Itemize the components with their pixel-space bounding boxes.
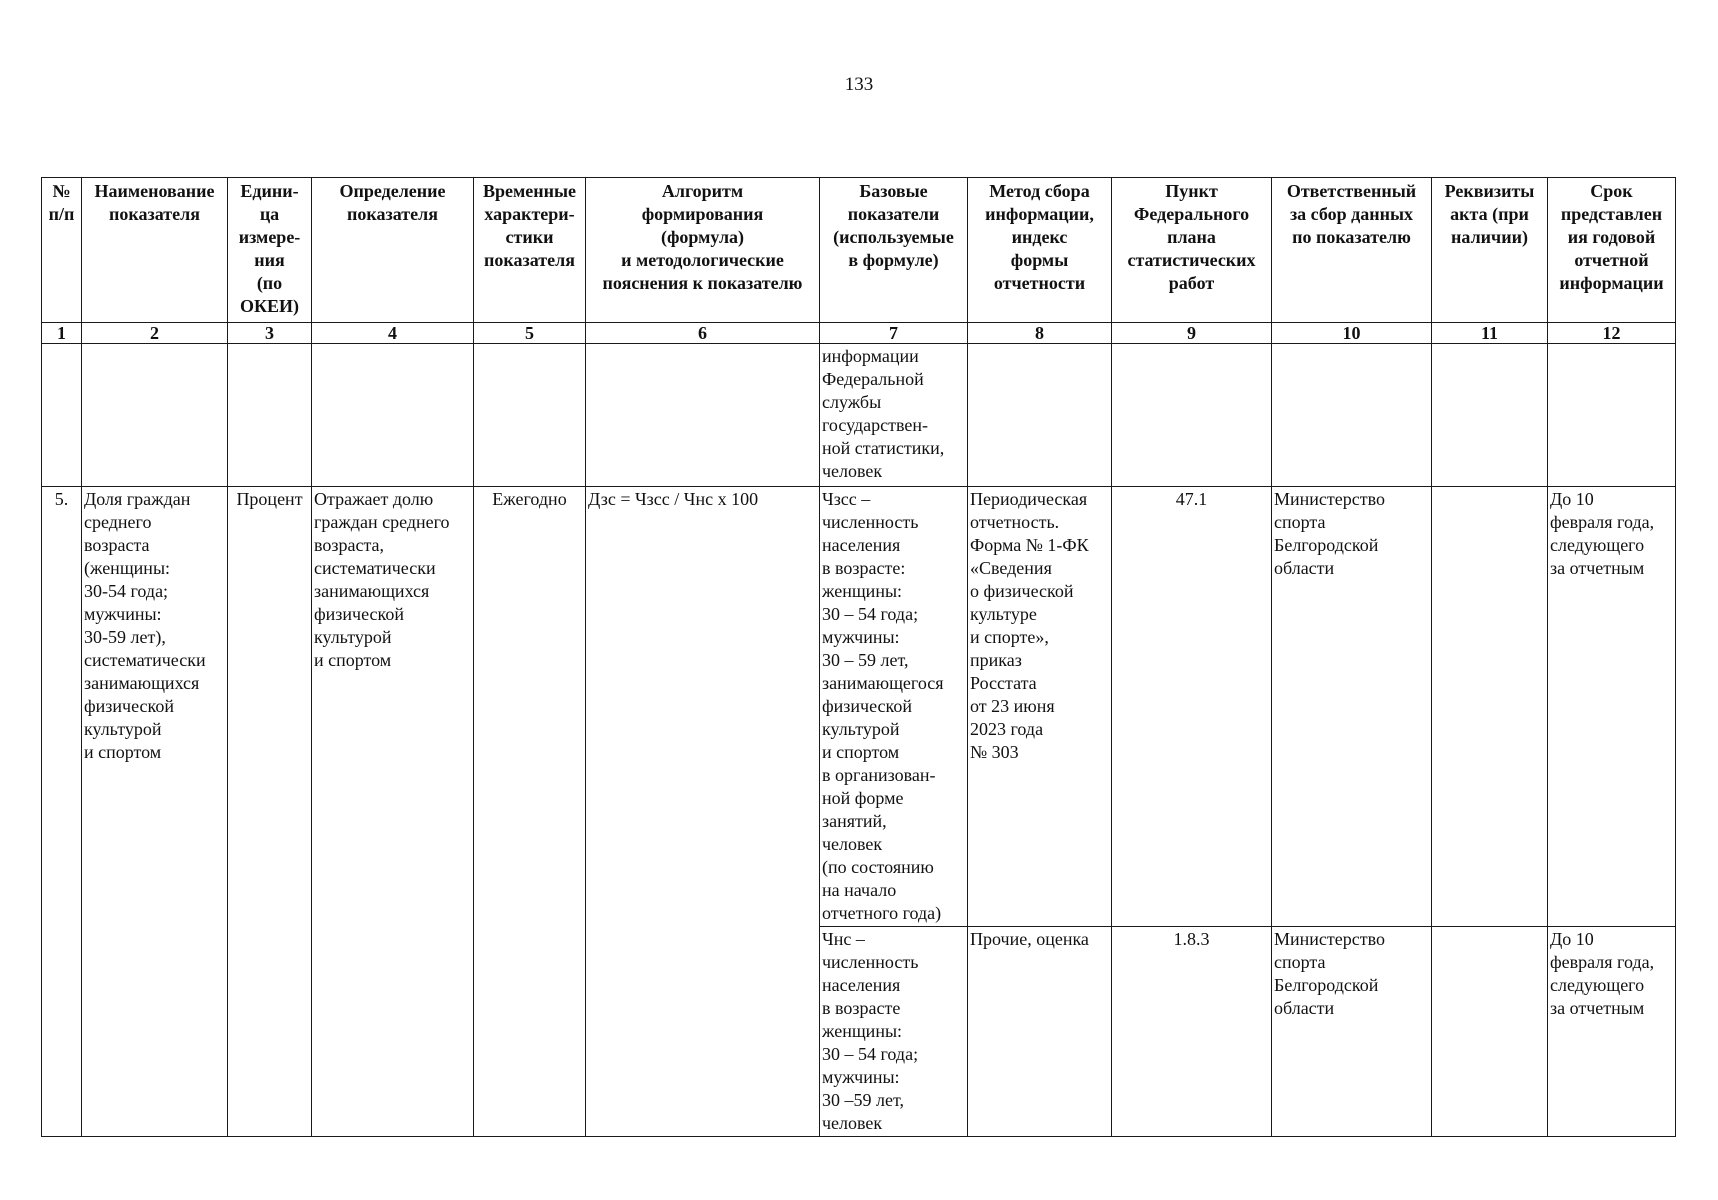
method-cell: Периодическая отчетность. Форма № 1-ФК «Сведения о физической культуре и спорте», приказ Росстата от 23 июня 2023 года № 303	[968, 487, 1112, 927]
table-cell	[42, 344, 82, 487]
table-cell	[1548, 344, 1676, 487]
header-cell-name: Наименование показателя	[82, 178, 228, 323]
table-cell	[312, 344, 474, 487]
responsible-cell: Министерство спорта Белгородской области	[1272, 487, 1432, 927]
table-header-row	[42, 178, 1676, 323]
plan-item-cell: 47.1	[1112, 487, 1272, 927]
column-number: 2	[82, 323, 228, 344]
column-number: 8	[968, 323, 1112, 344]
header-cell-definition: Определение показателя	[312, 178, 474, 323]
header-cell-method: Метод сбора информации, индекс формы отчетности	[968, 178, 1112, 323]
algorithm-cell: Дзс = Чзсс / Чнс х 100	[586, 487, 820, 1137]
indicator-table	[41, 177, 1676, 1137]
table-cell	[1432, 344, 1548, 487]
base-indicators-cell: Чнс – численность населения в возрасте женщины: 30 – 54 года; мужчины: 30 –59 лет, человек	[820, 927, 968, 1137]
header-cell-act-details: Реквизиты акта (при наличии)	[1432, 178, 1548, 323]
column-number: 6	[586, 323, 820, 344]
column-number: 4	[312, 323, 474, 344]
definition-cell: Отражает долю граждан среднего возраста, систематически занимающихся физической культурой и спортом	[312, 487, 474, 1137]
column-number: 5	[474, 323, 586, 344]
unit-cell: Процент	[228, 487, 312, 1137]
column-number: 11	[1432, 323, 1548, 344]
header-cell-num: № п/п	[42, 178, 82, 323]
header-cell-responsible: Ответственный за сбор данных по показателю	[1272, 178, 1432, 323]
plan-item-cell: 1.8.3	[1112, 927, 1272, 1137]
header-cell-time: Временные характери- стики показателя	[474, 178, 586, 323]
table-cell	[586, 344, 820, 487]
header-cell-algorithm: Алгоритм формирования (формула) и методологические пояснения к показателю	[586, 178, 820, 323]
header-cell-base-indicators: Базовые показатели (используемые в формуле)	[820, 178, 968, 323]
table-cell	[1272, 344, 1432, 487]
table-cell	[968, 344, 1112, 487]
column-number-row	[42, 323, 1676, 344]
continuation-row	[42, 344, 1676, 487]
header-cell-plan-item: Пункт Федерального плана статистических работ	[1112, 178, 1272, 323]
table-cell	[474, 344, 586, 487]
indicator-row-5	[42, 487, 1676, 927]
deadline-cell: До 10 февраля года, следующего за отчетным	[1548, 487, 1676, 927]
column-number: 7	[820, 323, 968, 344]
base-indicators-cell: Чзсс – численность населения в возрасте: женщины: 30 – 54 года; мужчины: 30 – 59 лет, занимающегося физической культурой и спортом в организован- ной форме занятий, человек (по состоянию на начало отчетного года)	[820, 487, 968, 927]
responsible-cell: Министерство спорта Белгородской области	[1272, 927, 1432, 1137]
table-cell	[82, 344, 228, 487]
page-number: 133	[844, 74, 874, 95]
act-details-cell	[1432, 927, 1548, 1137]
column-number: 3	[228, 323, 312, 344]
base-indicators-cell: информации Федеральной службы государствен- ной статистики, человек	[820, 344, 968, 487]
column-number: 9	[1112, 323, 1272, 344]
method-cell: Прочие, оценка	[968, 927, 1112, 1137]
header-cell-deadline: Срок представлен ия годовой отчетной информации	[1548, 178, 1676, 323]
column-number: 1	[42, 323, 82, 344]
row-number-cell: 5.	[42, 487, 82, 1137]
column-number: 12	[1548, 323, 1676, 344]
deadline-cell: До 10 февраля года, следующего за отчетным	[1548, 927, 1676, 1137]
header-cell-unit: Едини- ца измере- ния (по ОКЕИ)	[228, 178, 312, 323]
table-cell	[1112, 344, 1272, 487]
table-cell	[228, 344, 312, 487]
act-details-cell	[1432, 487, 1548, 927]
indicator-name-cell: Доля граждан среднего возраста (женщины: 30-54 года; мужчины: 30-59 лет), систематически занимающихся физической культурой и спортом	[82, 487, 228, 1137]
time-characteristics-cell: Ежегодно	[474, 487, 586, 1137]
column-number: 10	[1272, 323, 1432, 344]
